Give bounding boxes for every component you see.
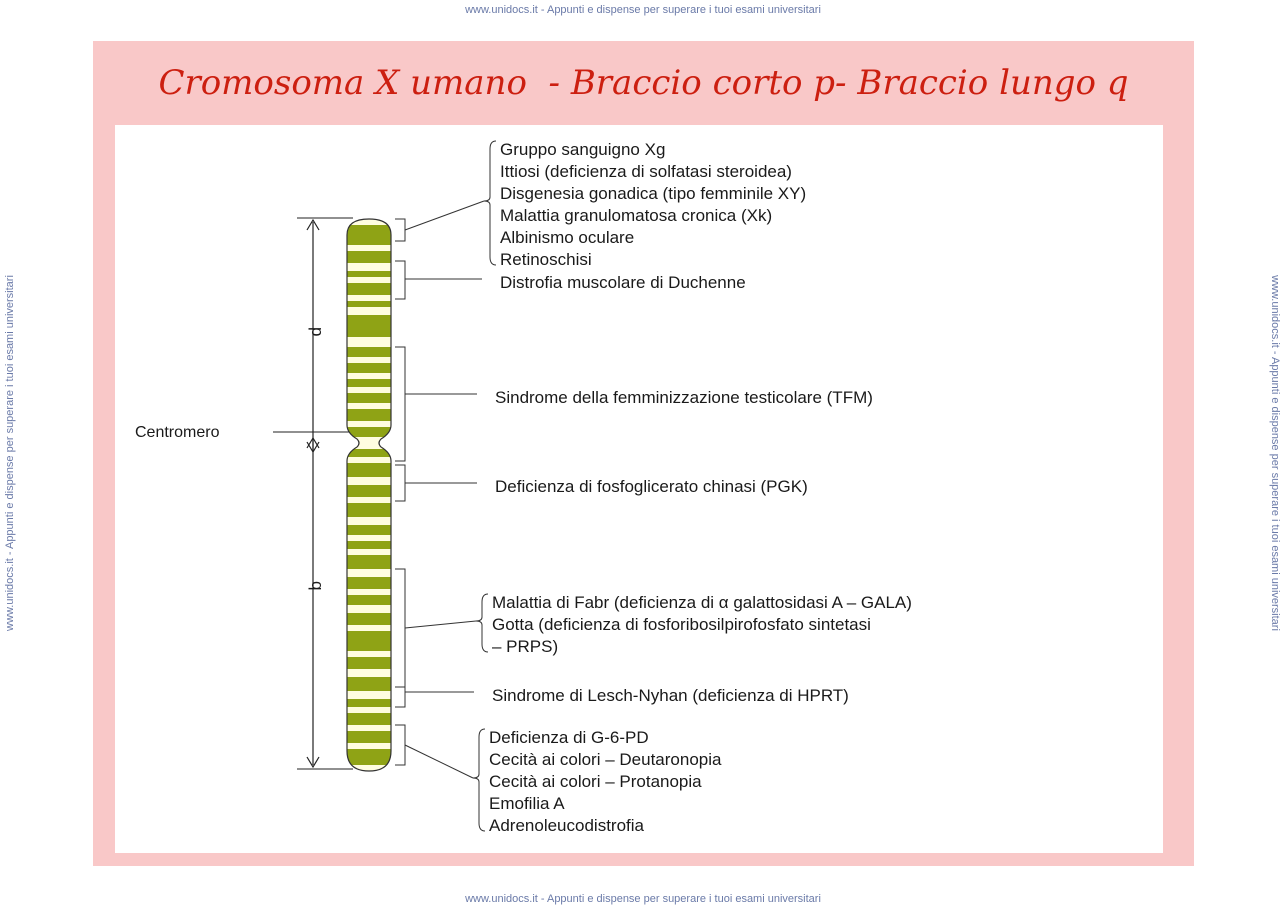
gene-label: Cecità ai colori – Deutaronopia: [489, 750, 722, 769]
chromosome-band: [343, 271, 395, 277]
connector-line: [405, 621, 476, 628]
chromosome-band: [343, 713, 395, 725]
chromosome-band: [343, 347, 395, 357]
chromosome-band: [343, 555, 395, 569]
region-bracket: [395, 569, 405, 687]
slide: [93, 41, 1194, 866]
chromosome-band: [343, 427, 395, 437]
gene-label: Sindrome di Lesch-Nyhan (deficienza di HPRT): [492, 686, 849, 705]
watermark-left: www.unidocs.it - Appunti e dispense per superare i tuoi esami universitari: [4, 275, 16, 631]
arm-q-label: q: [308, 581, 327, 591]
connector-line: [405, 745, 473, 778]
gene-label: Emofilia A: [489, 794, 565, 813]
gene-label: Cecità ai colori – Protanopia: [489, 772, 702, 791]
watermark-right: www.unidocs.it - Appunti e dispense per superare i tuoi esami universitari: [1269, 275, 1281, 631]
chromosome-band: [343, 485, 395, 497]
watermark-bottom: www.unidocs.it - Appunti e dispense per superare i tuoi esami universitari: [465, 893, 821, 905]
region-bracket: [395, 465, 405, 501]
chromosome-bands: [343, 215, 395, 775]
chromosome-band: [343, 541, 395, 549]
chromosome-band: [343, 595, 395, 605]
connector-line: [405, 201, 484, 230]
gene-label: Distrofia muscolare di Duchenne: [500, 273, 746, 292]
gene-label: Ittiosi (deficienza di solfatasi steroidea): [500, 162, 792, 181]
chromosome-band: [343, 409, 395, 421]
chromosome-band: [343, 463, 395, 477]
watermark-top: www.unidocs.it - Appunti e dispense per superare i tuoi esami universitari: [465, 4, 821, 16]
label-brace: [473, 729, 485, 831]
chromosome-band: [343, 379, 395, 387]
label-brace: [476, 594, 488, 652]
chromosome-band: [343, 393, 395, 403]
gene-label: Deficienza di fosfoglicerato chinasi (PGK): [495, 477, 808, 496]
gene-label: Adrenoleucodistrofia: [489, 816, 644, 835]
gene-label: Malattia di Fabr (deficienza di α galattosidasi A – GALA): [492, 593, 912, 612]
chromosome-band: [343, 301, 395, 307]
arm-p-label: p: [308, 327, 327, 337]
chromosome-band: [343, 503, 395, 517]
chromosome-band: [343, 225, 395, 245]
chromosome-band: [343, 315, 395, 337]
chromosome-band: [343, 657, 395, 669]
chromosome-band: [343, 251, 395, 263]
gene-label: Gotta (deficienza di fosforibosilpirofosfato sintetasi: [492, 615, 871, 634]
gene-label: Albinismo oculare: [500, 228, 635, 247]
chromosome-band: [343, 525, 395, 535]
chromosome-band: [343, 699, 395, 707]
gene-label: Malattia granulomatosa cronica (Xk): [500, 206, 773, 225]
centromere-label: Centromero: [135, 424, 220, 441]
chromosome-band: [343, 577, 395, 589]
chromosome-band: [343, 677, 395, 691]
chromosome-band: [343, 731, 395, 743]
diagram-panel: [115, 125, 1163, 853]
region-bracket: [395, 219, 405, 241]
chromosome-band: [343, 449, 395, 457]
gene-label: Gruppo sanguigno Xg: [500, 140, 666, 159]
chromosome-band: [343, 283, 395, 295]
gene-label: – PRPS): [492, 637, 559, 656]
chromosome-band: [343, 749, 395, 765]
region-bracket: [395, 261, 405, 299]
chromosome-diagram: [115, 125, 1163, 853]
chromosome-band: [343, 613, 395, 625]
gene-label: Sindrome della femminizzazione testicolare (TFM): [495, 388, 873, 407]
slide-title: Cromosoma X umano - Braccio corto p- Braccio lungo q: [158, 63, 1129, 103]
gene-label: Disgenesia gonadica (tipo femminile XY): [500, 184, 807, 203]
chromosome-band: [343, 363, 395, 373]
label-brace: [484, 141, 496, 265]
gene-label: Retinoschisi: [500, 250, 592, 269]
region-bracket: [395, 725, 405, 765]
region-bracket: [395, 687, 405, 707]
gene-label: Deficienza di G-6-PD: [489, 728, 649, 747]
chromosome-band: [343, 631, 395, 651]
region-bracket: [395, 347, 405, 461]
